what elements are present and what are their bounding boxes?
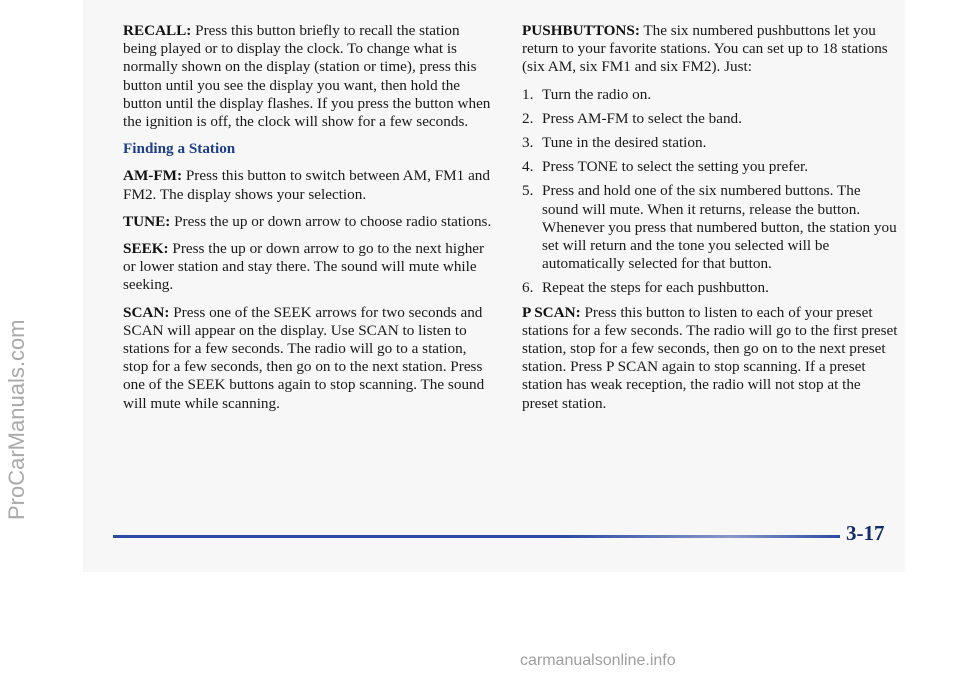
step-number: 3. [522,134,534,152]
left-column [123,22,493,422]
recall-term: RECALL: [123,22,192,39]
seek-term: SEEK: [123,240,169,258]
page-number: 3-17 [846,521,885,545]
bottom-watermark: carmanualsonline.info [520,652,676,669]
am-fm-paragraph [123,167,493,203]
step-item [522,182,900,273]
step-text: Repeat the steps for each pushbutton. [542,279,769,297]
tune-term: TUNE: [123,212,171,230]
pushbuttons-term: PUSHBUTTONS: [522,22,640,39]
right-column [522,22,900,422]
section-heading: Finding a Station [123,140,236,158]
step-item [522,86,900,104]
scan-term: SCAN: [123,303,170,321]
step-item [522,279,900,297]
step-number: 4. [522,158,534,176]
p-scan-paragraph [522,304,900,413]
tune-paragraph [123,213,493,231]
tune-text: Press the up or down arrow to choose radio stations. [170,212,492,230]
scan-paragraph [123,304,493,413]
step-number: 5. [522,182,534,200]
step-number: 2. [522,109,534,127]
step-text: Tune in the desired station. [542,134,707,152]
p-scan-text: Press this button to listen to each of your preset stations for a few seconds. The radio will go to the first preset station, stop for a few seconds, then go on to the next preset station. Press P SCAN again to stop scanning. If a preset station has weak reception, the radio will not stop at the preset station. [522,303,898,412]
step-item [522,134,900,152]
am-fm-term: AM-FM: [123,167,183,185]
step-number: 6. [522,279,534,297]
am-fm-text: Press this button to switch between AM, FM1 and FM2. The display shows your selection. [123,167,490,203]
step-text: Press AM-FM to select the band. [542,109,742,127]
step-item [522,158,900,176]
footer-rule [113,535,840,538]
side-watermark: ProCarManuals.com [4,319,29,520]
recall-paragraph [123,22,493,131]
scan-text: Press one of the SEEK arrows for two seconds and SCAN will appear on the display. Use SCAN to listen to stations for a few seconds. The radio will go to a station, stop for a few seconds, then go on to the next station. Press one of the SEEK buttons again to stop scanning. The sound will mute while scanning. [123,303,485,412]
step-text: Press TONE to select the setting you prefer. [542,158,809,176]
step-number: 1. [522,85,534,103]
p-scan-term: P SCAN: [522,303,581,321]
seek-paragraph [123,240,493,295]
recall-text: Press this button briefly to recall the station being played or to display the clock. To change what is normally shown on the display (station or time), press this button until you see the display you want, then hold the button until the display flashes. If you press the button when the ignition is off, the clock will show for a few seconds. [123,22,491,131]
seek-text: Press the up or down arrow to go to the next higher or lower station and stay there. The sound will mute while seeking. [123,240,485,294]
step-item [522,110,900,128]
step-text: Turn the radio on. [542,85,652,103]
step-text: Press and hold one of the six numbered buttons. The sound will mute. When it returns, release the button. Whenever you press that numbered button, the station you set will return and the tone you selected will be automatically selected for that button. [542,182,897,273]
pushbuttons-paragraph [522,22,900,77]
pushbuttons-text: The six numbered pushbuttons let you return to your favorite stations. You can set up to 18 stations (six AM, six FM1 and six FM2). Just: [522,22,888,76]
